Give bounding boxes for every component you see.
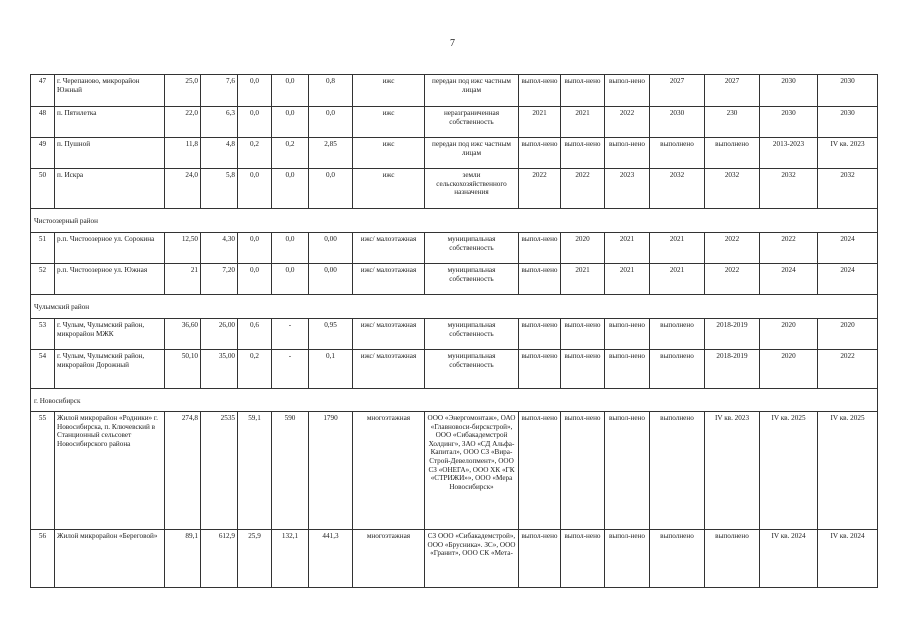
cell-stage-4: выполнено [650, 530, 705, 588]
cell-value-5: 1790 [309, 412, 353, 530]
cell-stage-4: выполнено [650, 412, 705, 530]
table-row [31, 138, 878, 169]
table-row [31, 75, 878, 107]
cell-stage-3: выпол-нено [605, 138, 650, 169]
cell-stage-4: выполнено [650, 138, 705, 169]
cell-stage-3: выпол-нено [605, 350, 650, 389]
cell-location: г. Черепаново, микрорайон Южный [55, 75, 165, 107]
cell-value-3: 0,0 [238, 75, 272, 107]
cell-development-type: ижс/ малоэтажная [353, 264, 425, 295]
table-row [31, 530, 878, 588]
cell-location: п. Пятилетка [55, 107, 165, 138]
cell-row-number: 48 [31, 107, 55, 138]
cell-area-total: 12,50 [165, 233, 201, 264]
cell-area-total: 50,10 [165, 350, 201, 389]
cell-stage-4: 2030 [650, 107, 705, 138]
cell-row-number: 55 [31, 412, 55, 530]
cell-stage-5: 2018-2019 [705, 350, 760, 389]
cell-stage-6: 2022 [760, 233, 818, 264]
cell-ownership: неразграниченная собственность [425, 107, 519, 138]
cell-area-total: 11,8 [165, 138, 201, 169]
cell-stage-4: 2021 [650, 233, 705, 264]
table-row [31, 264, 878, 295]
cell-value-3: 0,2 [238, 138, 272, 169]
cell-stage-1: выпол-нено [519, 412, 561, 530]
cell-stage-4: 2021 [650, 264, 705, 295]
cell-value-5: 441,3 [309, 530, 353, 588]
cell-ownership: СЗ ООО «Сибакадемстрой», ООО «Брусника». ЗС», ООО «Гранит», ООО СК «Мета- [425, 530, 519, 588]
cell-stage-2: 2021 [561, 107, 605, 138]
cell-area-total: 21 [165, 264, 201, 295]
plan-table [30, 74, 878, 588]
cell-stage-5: 2032 [705, 169, 760, 209]
cell-location: Жилой микрорайон «Береговой» [55, 530, 165, 588]
cell-row-number: 47 [31, 75, 55, 107]
cell-stage-6: 2032 [760, 169, 818, 209]
cell-stage-3: 2023 [605, 169, 650, 209]
cell-development-type: многоэтажная [353, 530, 425, 588]
table-body [31, 75, 878, 588]
cell-stage-6: IV кв. 2025 [760, 412, 818, 530]
cell-area-total: 274,8 [165, 412, 201, 530]
cell-ownership: муниципальная собственность [425, 264, 519, 295]
cell-stage-6: IV кв. 2024 [760, 530, 818, 588]
cell-value-3: 25,9 [238, 530, 272, 588]
cell-area-2: 6,3 [201, 107, 238, 138]
cell-stage-3: выпол-нено [605, 412, 650, 530]
cell-area-2: 2535 [201, 412, 238, 530]
cell-stage-7: 2030 [818, 75, 878, 107]
cell-stage-5: 2022 [705, 264, 760, 295]
cell-row-number: 51 [31, 233, 55, 264]
section-row [31, 295, 878, 319]
cell-stage-1: выпол-нено [519, 75, 561, 107]
cell-value-5: 0,8 [309, 75, 353, 107]
cell-stage-4: выполнено [650, 319, 705, 350]
cell-ownership: ООО «Энергомонтаж», ОАО «Главновоси-бирскстрой», ООО «Сибакадемстрой Холдинг», ЗАО «СД Альфа-Капитал», ООО СЗ «Вира-Строй-Девелопмент», ООО СЗ «ОНЕГА», ООО ХК «ГК «СТРИЖИ»», ООО «Мера Новосибирск» [425, 412, 519, 530]
cell-location: п. Пушной [55, 138, 165, 169]
cell-value-4: 0,0 [272, 264, 309, 295]
cell-ownership: муниципальная собственность [425, 319, 519, 350]
cell-value-4: 0,2 [272, 138, 309, 169]
cell-development-type: ижс/ малоэтажная [353, 350, 425, 389]
cell-value-3: 0,0 [238, 107, 272, 138]
cell-stage-6: 2013-2023 [760, 138, 818, 169]
cell-value-3: 0,6 [238, 319, 272, 350]
cell-stage-6: 2020 [760, 319, 818, 350]
cell-value-3: 0,0 [238, 264, 272, 295]
section-title: Чулымский район [31, 295, 878, 319]
cell-area-total: 25,0 [165, 75, 201, 107]
cell-stage-1: выпол-нено [519, 530, 561, 588]
cell-ownership: передан под ижс частным лицам [425, 75, 519, 107]
cell-stage-6: 2030 [760, 75, 818, 107]
cell-location: Жилой микрорайон «Родники» г. Новосибирска, п. Ключевский в Станционный сельсовет Новосибирского района [55, 412, 165, 530]
cell-stage-7: 2024 [818, 233, 878, 264]
cell-value-4: - [272, 350, 309, 389]
cell-area-2: 7,20 [201, 264, 238, 295]
section-title: г. Новосибирск [31, 389, 878, 412]
cell-stage-5: 2022 [705, 233, 760, 264]
cell-ownership: муниципальная собственность [425, 350, 519, 389]
cell-stage-3: 2021 [605, 264, 650, 295]
cell-stage-2: выпол-нено [561, 350, 605, 389]
cell-value-4: 0,0 [272, 169, 309, 209]
section-row [31, 209, 878, 233]
cell-area-2: 7,6 [201, 75, 238, 107]
cell-area-total: 36,60 [165, 319, 201, 350]
cell-value-4: - [272, 319, 309, 350]
cell-stage-1: выпол-нено [519, 319, 561, 350]
cell-value-5: 0,1 [309, 350, 353, 389]
cell-value-4: 590 [272, 412, 309, 530]
cell-stage-6: 2020 [760, 350, 818, 389]
cell-value-3: 0,0 [238, 169, 272, 209]
cell-value-3: 0,0 [238, 233, 272, 264]
cell-stage-1: 2022 [519, 169, 561, 209]
cell-value-5: 2,85 [309, 138, 353, 169]
cell-stage-3: выпол-нено [605, 530, 650, 588]
cell-stage-2: 2021 [561, 264, 605, 295]
cell-stage-5: 230 [705, 107, 760, 138]
cell-area-2: 612,9 [201, 530, 238, 588]
table-row [31, 169, 878, 209]
cell-development-type: ижс [353, 107, 425, 138]
cell-development-type: ижс [353, 169, 425, 209]
cell-area-2: 35,00 [201, 350, 238, 389]
cell-development-type: ижс [353, 75, 425, 107]
cell-stage-4: выполнено [650, 350, 705, 389]
cell-row-number: 53 [31, 319, 55, 350]
cell-value-3: 0,2 [238, 350, 272, 389]
cell-stage-2: выпол-нено [561, 138, 605, 169]
cell-stage-3: выпол-нено [605, 319, 650, 350]
cell-stage-7: 2020 [818, 319, 878, 350]
cell-value-5: 0,0 [309, 169, 353, 209]
cell-development-type: ижс [353, 138, 425, 169]
cell-value-5: 0,0 [309, 107, 353, 138]
section-title: Чистоозерный район [31, 209, 878, 233]
cell-row-number: 52 [31, 264, 55, 295]
cell-stage-7: 2032 [818, 169, 878, 209]
cell-stage-1: выпол-нено [519, 350, 561, 389]
cell-area-2: 26,00 [201, 319, 238, 350]
cell-value-4: 132,1 [272, 530, 309, 588]
cell-row-number: 56 [31, 530, 55, 588]
cell-value-5: 0,00 [309, 264, 353, 295]
cell-location: р.п. Чистоозерное ул. Южная [55, 264, 165, 295]
cell-stage-5: IV кв. 2023 [705, 412, 760, 530]
cell-stage-5: выполнено [705, 138, 760, 169]
cell-area-total: 89,1 [165, 530, 201, 588]
cell-stage-5: выполнено [705, 530, 760, 588]
cell-stage-2: выпол-нено [561, 319, 605, 350]
cell-stage-3: 2021 [605, 233, 650, 264]
section-row [31, 389, 878, 412]
cell-stage-7: 2022 [818, 350, 878, 389]
cell-value-4: 0,0 [272, 233, 309, 264]
cell-stage-4: 2027 [650, 75, 705, 107]
cell-development-type: многоэтажная [353, 412, 425, 530]
cell-area-2: 4,8 [201, 138, 238, 169]
cell-location: г. Чулым, Чулымский район, микрорайон МЖК [55, 319, 165, 350]
cell-stage-1: выпол-нено [519, 138, 561, 169]
cell-row-number: 54 [31, 350, 55, 389]
cell-stage-2: выпол-нено [561, 412, 605, 530]
cell-stage-2: выпол-нено [561, 530, 605, 588]
cell-row-number: 50 [31, 169, 55, 209]
page-number: 7 [450, 38, 455, 49]
cell-value-4: 0,0 [272, 107, 309, 138]
cell-value-4: 0,0 [272, 75, 309, 107]
cell-ownership: передан под ижс частным лицам [425, 138, 519, 169]
cell-ownership: муниципальная собственность [425, 233, 519, 264]
cell-area-2: 5,8 [201, 169, 238, 209]
cell-value-5: 0,95 [309, 319, 353, 350]
cell-stage-3: 2022 [605, 107, 650, 138]
cell-area-total: 22,0 [165, 107, 201, 138]
cell-stage-7: IV кв. 2024 [818, 530, 878, 588]
cell-stage-3: выпол-нено [605, 75, 650, 107]
cell-stage-5: 2018-2019 [705, 319, 760, 350]
cell-location: п. Искра [55, 169, 165, 209]
cell-stage-7: 2024 [818, 264, 878, 295]
cell-stage-5: 2027 [705, 75, 760, 107]
cell-location: г. Чулым, Чулымский район, микрорайон Дорожный [55, 350, 165, 389]
cell-stage-2: 2020 [561, 233, 605, 264]
cell-stage-2: выпол-нено [561, 75, 605, 107]
cell-development-type: ижс/ малоэтажная [353, 233, 425, 264]
cell-stage-1: выпол-нено [519, 264, 561, 295]
cell-stage-4: 2032 [650, 169, 705, 209]
table-row [31, 107, 878, 138]
cell-stage-7: IV кв. 2023 [818, 138, 878, 169]
cell-stage-1: выпол-нено [519, 233, 561, 264]
table-row [31, 412, 878, 530]
cell-area-2: 4,30 [201, 233, 238, 264]
table-row [31, 319, 878, 350]
cell-value-3: 59,1 [238, 412, 272, 530]
cell-stage-2: 2022 [561, 169, 605, 209]
cell-stage-6: 2024 [760, 264, 818, 295]
cell-row-number: 49 [31, 138, 55, 169]
cell-location: р.п. Чистоозерное ул. Сорокина [55, 233, 165, 264]
cell-development-type: ижс/ малоэтажная [353, 319, 425, 350]
table-row [31, 233, 878, 264]
cell-area-total: 24,0 [165, 169, 201, 209]
cell-stage-1: 2021 [519, 107, 561, 138]
cell-ownership: земли сельскохозяйственного назначения [425, 169, 519, 209]
cell-stage-7: IV кв. 2025 [818, 412, 878, 530]
cell-value-5: 0,00 [309, 233, 353, 264]
cell-stage-7: 2030 [818, 107, 878, 138]
cell-stage-6: 2030 [760, 107, 818, 138]
table-row [31, 350, 878, 389]
